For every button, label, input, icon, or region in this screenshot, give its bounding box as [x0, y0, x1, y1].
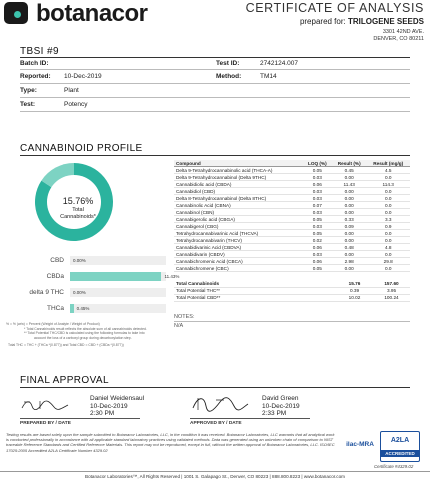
loq-cell: 0.05 [303, 230, 332, 237]
result-pct-cell: 0.00 [332, 202, 367, 209]
result-pct-cell: 0.45 [332, 167, 367, 174]
table-row [174, 230, 410, 237]
table-row [174, 167, 410, 174]
approver-signature [190, 394, 250, 414]
compound-cell: Cannabichromene (CBC) [174, 265, 303, 272]
bar-value-label: 0.45% [76, 306, 90, 311]
divider [20, 97, 410, 98]
accredited-text: ACCREDITED [381, 450, 419, 457]
prepared-for [300, 17, 424, 26]
approver-time: 2:33 PM [262, 410, 287, 417]
type-label: Type: [20, 87, 37, 94]
loq-cell: 0.03 [303, 195, 332, 202]
loq-cell: 0.06 [303, 258, 332, 265]
table-row [174, 202, 410, 209]
bar-label: CBDa [46, 273, 64, 280]
compound-cell: Cannabichromenic Acid (CBCA) [174, 258, 303, 265]
ilac-mra-text: ilac-MRA [346, 441, 374, 448]
result-mgg-cell: 0.0 [366, 188, 410, 195]
total-label-cell: Total Potential CBD** [174, 294, 299, 301]
loq-cell: 0.05 [303, 265, 332, 272]
totals-row [174, 280, 410, 287]
sample-name: TBSI #9 [20, 46, 59, 57]
loq-cell: 0.05 [303, 167, 332, 174]
result-mgg-cell: 29.8 [366, 258, 410, 265]
result-pct-cell: 0.00 [332, 265, 367, 272]
notes-rule [174, 321, 410, 322]
table-row [174, 244, 410, 251]
col-result-pct: Result (%) [332, 160, 367, 167]
footnotes [6, 322, 171, 348]
approved-by-caption: APPROVED BY / DATE [190, 421, 242, 426]
result-pct-cell: 0.00 [332, 209, 367, 216]
loq-cell: 0.03 [303, 223, 332, 230]
bar-value-label: 0.00% [73, 290, 86, 295]
preparer-time: 2:30 PM [90, 410, 115, 417]
a2la-text: A2LA [390, 437, 410, 444]
result-mgg-cell: 0.0 [366, 237, 410, 244]
totals-row [174, 294, 410, 301]
reported-value: 10-Dec-2019 [64, 73, 102, 80]
table-row [174, 181, 410, 188]
certificate-number: Certificate #4329.02 [374, 464, 414, 469]
approver-block [262, 395, 300, 418]
prepared-for-label: prepared for: [299, 17, 346, 26]
compound-cell: Delta 9-Tetrahydrocannabinolic acid (THCA-A) [174, 167, 303, 174]
total-label-cell: Total Cannabinoids [174, 280, 299, 287]
total-cannabinoids-percent: 15.76% [62, 196, 94, 206]
total-pct-cell: 0.39 [336, 287, 373, 294]
compound-cell: Cannabigerol (CBG) [174, 223, 303, 230]
total-label-cell: Total Potential THC** [174, 287, 299, 294]
totals-row [174, 287, 410, 294]
method-label: Method: [216, 73, 242, 80]
approval-rule [20, 387, 410, 388]
total-label-line2: Cannabinoids* [60, 213, 96, 220]
sample-rule [20, 57, 410, 58]
prepared-by-caption: PREPARED BY / DATE [20, 421, 71, 426]
ilac-mra-badge [342, 432, 378, 462]
compound-cell: Cannabidiol (CBD) [174, 188, 303, 195]
loq-cell: 0.03 [303, 251, 332, 258]
compound-cell: Delta 9-Tetrahydrocannabinol (Delta 9THC) [174, 174, 303, 181]
notes-value: N/A [174, 323, 184, 329]
total-loq-cell [299, 287, 336, 294]
result-mgg-cell: 0.0 [366, 202, 410, 209]
loq-cell: 0.07 [303, 202, 332, 209]
table-row [174, 174, 410, 181]
notes-label: NOTES: [174, 314, 195, 320]
divider [20, 83, 410, 84]
result-mgg-cell: 0.0 [366, 265, 410, 272]
reported-label: Reported: [20, 73, 51, 80]
result-pct-cell: 0.00 [332, 237, 367, 244]
cannabinoid-bar-chart [4, 256, 180, 320]
batch-id-label: Batch ID: [20, 60, 49, 67]
disclaimer-text: Testing results are based solely upon the sample submitted to Botanacor Laboratories, LLC, in the condition it was received. Botanacor Laboratories, LLC warrants that all analytical work is conducted professionally in accordance with all applicable standard laboratory practices using validated methods. Data was generated using an unbroken chain of comparison to NIST traceable Reference Standards and Certified Reference Materials. This report may not be reproduced, except in full, without the written approval of Botanacor Laboratories, LLC. ISO/IEC 17025:2005 Accredited A2LA Certificate Number 4329.02 [6, 432, 335, 453]
result-mgg-cell: 0.0 [366, 251, 410, 258]
table-row [174, 237, 410, 244]
compound-cell: Cannabinolic Acid (CBNA) [174, 202, 303, 209]
total-pct-cell: 10.02 [336, 294, 373, 301]
compound-cell: Cannabidiolic acid (CBDA) [174, 181, 303, 188]
result-mgg-cell: 4.8 [366, 244, 410, 251]
loq-cell: 0.03 [303, 174, 332, 181]
result-pct-cell: 0.00 [332, 195, 367, 202]
totals-table [174, 280, 410, 302]
result-mgg-cell: 114.3 [366, 181, 410, 188]
botanacor-logo-icon [4, 2, 28, 24]
result-mgg-cell: 0.0 [366, 174, 410, 181]
result-pct-cell: 11.43 [332, 181, 367, 188]
bar [70, 304, 74, 313]
bar [70, 272, 161, 281]
profile-rule [20, 155, 410, 156]
test-label: Test: [20, 101, 36, 108]
brand-name: botanacor [36, 0, 148, 27]
divider [20, 69, 410, 70]
total-mgg-cell: 3.95 [373, 287, 410, 294]
total-loq-cell [299, 280, 336, 287]
compound-cell: Delta 8-Tetrahydrocannabinol (Delta 8THC) [174, 195, 303, 202]
result-pct-cell: 2.98 [332, 258, 367, 265]
divider [20, 111, 410, 112]
formula: Total THC = THC + (THCa *(0.877)) and Total CBD = CBD + (CBDa *(0.877)) [8, 343, 124, 348]
result-pct-cell: 0.09 [332, 223, 367, 230]
compound-cell: Cannabinol (CBN) [174, 209, 303, 216]
preparer-name: Daniel Weidensaul [90, 395, 145, 402]
total-label-line1: Total [72, 207, 84, 213]
approval-heading: FINAL APPROVAL [20, 375, 109, 386]
footnote-2: * Total Cannabinoids result reflects the absolute sum of all cannabinoids detected. [24, 326, 147, 331]
results-table [174, 160, 410, 272]
compound-cell: Cannabidivarin (CBDV) [174, 251, 303, 258]
compound-cell: Tetrahydrocannabivarinic Acid (THCVA) [174, 230, 303, 237]
bar-label: THCa [47, 305, 64, 312]
total-mgg-cell: 157.60 [373, 280, 410, 287]
type-value: Plant [64, 87, 79, 94]
result-pct-cell: 0.00 [332, 251, 367, 258]
col-compound: Compound [174, 160, 303, 167]
total-pct-cell: 15.76 [336, 280, 373, 287]
bar-label: CBD [50, 257, 64, 264]
footnote-3b: account the loss of a carboxyl group during decarboxylation step. [34, 335, 132, 340]
table-row [174, 223, 410, 230]
loq-cell: 0.03 [303, 209, 332, 216]
result-pct-cell: 0.48 [332, 244, 367, 251]
result-mgg-cell: 0.0 [366, 195, 410, 202]
table-row [174, 195, 410, 202]
loq-cell: 0.05 [303, 216, 332, 223]
approver-name: David Green [262, 395, 299, 402]
bar-label: delta 9 THC [29, 289, 64, 296]
loq-cell: 0.06 [303, 181, 332, 188]
loq-cell: 0.06 [303, 244, 332, 251]
document-title: CERTIFICATE OF ANALYSIS [245, 1, 424, 15]
result-pct-cell: 0.00 [332, 230, 367, 237]
table-body [174, 167, 410, 272]
footnote-3a: ** Total Potential THC/CBD is calculated using the following formulas to take into [24, 331, 145, 336]
preparer-date: 10-Dec-2019 [90, 402, 128, 410]
result-mgg-cell: 0.0 [366, 209, 410, 216]
test-id-value: 2742124.007 [260, 60, 298, 67]
test-value: Potency [64, 101, 88, 108]
approver-line [190, 418, 310, 419]
preparer-block [90, 395, 144, 418]
compound-cell: Cannabidivarinic Acid (CBDVA) [174, 244, 303, 251]
total-mgg-cell: 100.24 [373, 294, 410, 301]
loq-cell: 0.03 [303, 188, 332, 195]
address-line-2: DENVER, CO 80211 [373, 36, 424, 42]
result-mgg-cell: 3.3 [366, 216, 410, 223]
result-mgg-cell: 0.0 [366, 230, 410, 237]
preparer-signature [20, 396, 70, 414]
table-row [174, 209, 410, 216]
approver-date: 10-Dec-2019 [262, 402, 300, 410]
client-address [373, 29, 424, 43]
a2la-accredited-badge [380, 431, 420, 462]
result-pct-cell: 0.33 [332, 216, 367, 223]
table-row [174, 258, 410, 265]
total-cannabinoids-label [48, 207, 108, 220]
table-row [174, 265, 410, 272]
footnote-1: % = % (w/w) = Percent (Weight of Analyte / Weight of Product) [6, 322, 100, 326]
table-row [174, 251, 410, 258]
total-loq-cell [299, 294, 336, 301]
method-value: TM14 [260, 73, 277, 80]
compound-cell: Tetrahydrocannabivarin (THCV) [174, 237, 303, 244]
footer-text: Botanacor Laboratories™, All Rights Reserved | 1001 S. Galapago St., Denver, CO 80223 | 888.800.8223 | www.botanacor.com [85, 474, 345, 479]
result-pct-cell: 0.00 [332, 188, 367, 195]
address-line-1: 3301 42ND AVE. [382, 29, 424, 35]
table-row [174, 216, 410, 223]
preparer-line [20, 418, 140, 419]
result-mgg-cell: 4.5 [366, 167, 410, 174]
col-result-mgg: Result (mg/g) [366, 160, 410, 167]
footer-rule [0, 471, 430, 472]
loq-cell: 0.02 [303, 237, 332, 244]
result-mgg-cell: 0.9 [366, 223, 410, 230]
result-pct-cell: 0.00 [332, 174, 367, 181]
table-row [174, 188, 410, 195]
col-loq: LOQ (%) [303, 160, 332, 167]
test-id-label: Test ID: [216, 60, 240, 67]
bar-value-label: 0.00% [73, 258, 86, 263]
client-name: TRILOGENE SEEDS [347, 17, 424, 26]
totals-body [174, 280, 410, 301]
profile-heading: CANNABINOID PROFILE [20, 143, 143, 154]
bar-value-label: 11.43% [164, 274, 180, 279]
compound-cell: Cannabigerolic acid (CBGA) [174, 216, 303, 223]
